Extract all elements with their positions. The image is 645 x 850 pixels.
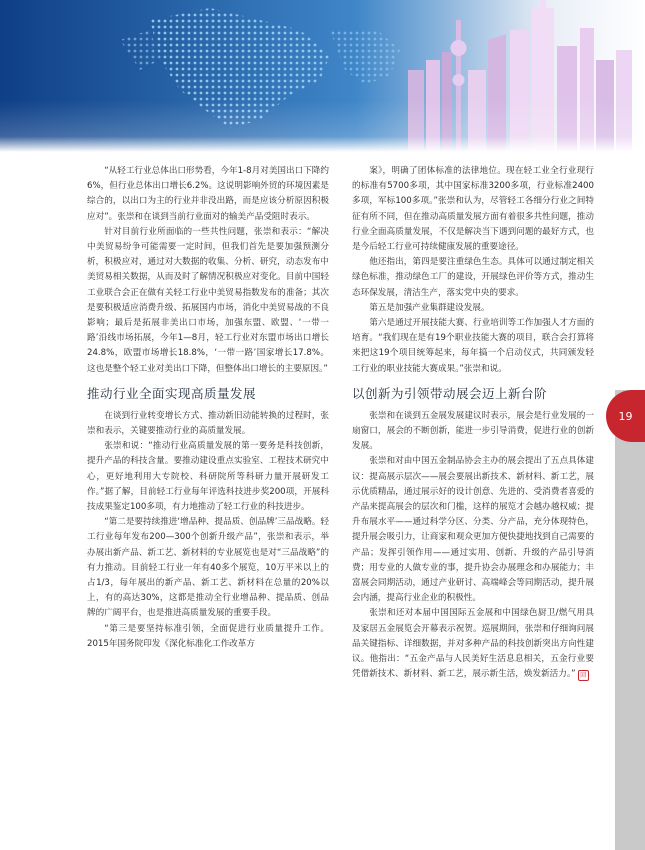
section-heading: 以创新为引领带动展会迈上新台阶 <box>352 385 548 401</box>
page-number: 19 <box>618 409 633 423</box>
paragraph: 第六是通过开展技能大赛、行业培训等工作加强人才方面的培育。“我们现在是有19个职业技能大赛的项目，联合会打算将来把这19个项目统筹起来，每年搞一个启动仪式，共同颁发轻工行业的职业技能大赛成果。”张崇和说。 <box>352 318 594 374</box>
paragraph: 张崇和说：“推动行业高质量发展的第一要务是科技创新，提升产品的科技含量。要推动建设重点实验室、工程技术研究中心，更好地利用大专院校、科研院所等科研力量开展研发工作。”据了解，目前轻工行业每年评选科技进步奖200项，开展科技成果鉴定100多项，有力地推动了轻工行业的科技进步。 <box>87 441 329 513</box>
article-right-column <box>352 164 594 683</box>
section-heading: 推动行业全面实现高质量发展 <box>87 385 257 401</box>
article-left-column <box>87 164 329 652</box>
page-number-tab <box>606 390 645 442</box>
paragraph: 案》，明确了团体标准的法律地位。现在轻工业全行业现行的标准有5700多项，其中国家标准3200多项，行业标准2400多项，军标100多项。”张崇和认为，尽管轻工各细分行业之间特征有所不同，但在推动高质量发展方面有着很多共性问题，推动行业全面高质量发展，不仅是解决当下遇到问题的最好方式，也是今后轻工行业可持续健康发展的重要途径。 <box>352 166 594 253</box>
side-color-strip <box>615 390 645 850</box>
paragraph: 他还指出，第四是要注重绿色生态。具体可以通过制定相关绿色标准，推动绿色工厂的建设，开展绿色评价等方式，推动生态环保发展，清洁生产，落实党中央的要求。 <box>352 257 594 298</box>
end-mark-icon: 回 <box>578 670 589 681</box>
paragraph: 第五是加强产业集群建设发展。 <box>369 302 490 313</box>
paragraph: 张崇和在谈到五金展发展建议时表示，展会是行业发展的一扇窗口，展会的不断创新，能进一步引导消费，促进行业的创新发展。 <box>352 410 594 452</box>
paragraph: 张崇和对由中国五金制品协会主办的展会提出了五点具体建议：提高展示层次——展会要展出新技术、新材料、新工艺，展示优质精品，通过展示好的设计创意、先进的、受消费者喜爱的产品来提高展会的层次和门槛，这样的展览才会越办越权威；提升布展水平——通过科学分区、分类、分产品，充分体现特色，提升展会吸引力，让商家和观众更加方便快捷地找到自己需要的产品；发挥引领作用——通过实用、创新、升级的产品引导消费；用专业的人做专业的事，提升协会办展理念和办展能力；丰富展会同期活动，通过产业研讨、高端峰会等同期活动，提升展会内涵，提高行业企业的积极性。 <box>352 456 594 604</box>
paragraph-final <box>352 606 594 682</box>
paragraph: 针对目前行业所面临的一些共性问题，张崇和表示：“解决中美贸易纷争可能需要一定时间，但我们首先是要加强预测分析，积极应对，通过对大数据的收集、分析、研究，动态发布中美贸易相关数据，从而及时了解情况积极应对变化。目前中国轻工业联合会正在做有关轻工行业中美贸易指数发布的准备；其次是要积极适应消费升级、拓展国内市场，消化中美贸易战的不良影响；最后是拓展非美出口市场，加强东盟、欧盟、‘一带一路’沿线市场拓展，今年1—8月，轻工行业对东盟市场出口增长24.8%，欧盟市场增长18.8%，‘一带一路’国家增长17.8%。这也是整个轻工业对美出口下降，但整体出口增长的主要原因。” <box>87 226 329 374</box>
world-map-skyline-graphic <box>0 0 645 152</box>
header-banner-illustration <box>0 0 645 152</box>
paragraph-final-text: 张崇和还对本届中国国际五金展和中国绿色厨卫/燃气用具及家居五金展览会开幕表示祝贺。巡展期间，张崇和仔细询问展品关键指标、详细数据，并对多种产品的科技创新突出方向性建议。他指出：“五金产品与人民美好生活息息相关，五金行业要凭借新技术、新材料、新工艺，展示新生活，焕发新活力。” <box>352 608 594 680</box>
paragraph: “第三是要坚持标准引领，全面促进行业质量提升工作。2015年国务院印发《深化标准化工作改革方 <box>87 623 329 649</box>
paragraph: “从轻工行业总体出口形势看，今年1-8月对美国出口下降约6%，但行业总体出口增长6.2%。这说明影响外贸的环境因素是综合的，以出口为主的行业并非没出路，而是应该分析原因积极应对”。张崇和在谈到当前行业面对的输美产品受阻时表示。 <box>87 166 329 222</box>
paragraph: 在谈到行业转变增长方式、推动新旧动能转换的过程时，张崇和表示，关键要推动行业的高质量发展。 <box>87 410 329 437</box>
paragraph: “第二是要持续推进‘增品种、提品质、创品牌’三品战略。轻工行业每年发布200—300个创新升级产品”，张崇和表示，举办展出新产品、新工艺、新材料的专业展览也是对“三品战略”的有力推动。目前轻工行业一年有40多个展览，10万平米以上的占1/3，每年展出的新产品、新工艺、新材料在总量的20%以上，有的高达30%，这都是推动全行业增品种、提品质、创品牌的广阔平台，也是推进高质量发展的重要手段。 <box>87 517 329 619</box>
